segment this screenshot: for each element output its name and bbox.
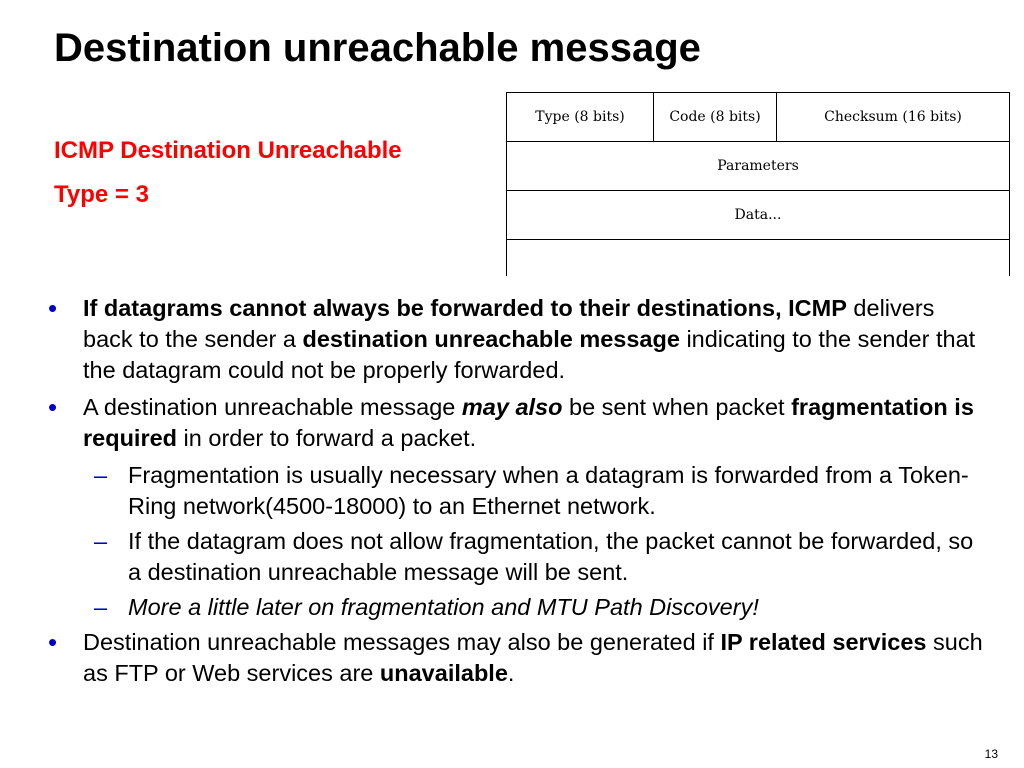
checksum-field: Checksum (16 bits): [777, 93, 1010, 142]
sub-bullet-text: More a little later on fragmentation and MTU Path Discovery!: [128, 594, 759, 620]
bullet-marker: •: [48, 293, 58, 323]
bullet-text: Destination unreachable messages may also be generated if: [83, 629, 721, 655]
sub-bullet-text: If the datagram does not allow fragmentation, the packet cannot be forwarded, so a destination unreachable message will be sent.: [128, 528, 974, 585]
sub-bullet-text: Fragmentation is usually necessary when a datagram is forwarded from a Token-Ring network(4500-18000) to an Ethernet network.: [128, 462, 969, 519]
bullet-text-bold: unavailable: [379, 660, 508, 686]
data-field: Data...: [507, 191, 1010, 240]
parameters-field: Parameters: [507, 142, 1010, 191]
bullet-list: [48, 293, 988, 695]
bullet-text: .: [507, 660, 515, 686]
bullet-text-bold: IP related services: [720, 629, 927, 655]
bullet-text: indicating to the sender that the datagram could not be properly forwarded.: [83, 326, 976, 383]
bullet-marker: •: [48, 627, 58, 657]
bullet-text: such as FTP or Web services are: [83, 629, 983, 686]
bullet-text-bold: fragmentation is required: [83, 394, 974, 451]
dash-marker: –: [94, 462, 108, 488]
sub-bullet-item: [48, 526, 988, 588]
bullet-text-bold: If datagrams cannot always be forwarded to their destinations, ICMP: [83, 295, 847, 321]
sub-bullet-item: [48, 460, 988, 522]
bullet-text-bold: destination unreachable message: [302, 326, 680, 352]
sub-bullet-item: [48, 592, 988, 623]
bullet-text-emphasis: may also: [461, 394, 563, 420]
bullet-marker: •: [48, 392, 58, 422]
icmp-type-heading: ICMP Destination Unreachable: [54, 137, 402, 164]
dash-marker: –: [94, 594, 108, 620]
bullet-text: A destination unreachable message: [83, 394, 462, 420]
type-field: Type (8 bits): [507, 93, 654, 142]
icmp-type-value: Type = 3: [54, 181, 149, 208]
bullet-item: [48, 293, 988, 386]
dash-marker: –: [94, 528, 108, 554]
page-number: 13: [984, 747, 998, 761]
bullet-item: [48, 627, 988, 689]
code-field: Code (8 bits): [654, 93, 777, 142]
bullet-text: be sent when packet: [562, 394, 792, 420]
slide-title: Destination unreachable message: [54, 26, 701, 70]
bullet-item: [48, 392, 988, 454]
empty-field: [507, 240, 1010, 277]
bullet-text: in order to forward a packet.: [177, 425, 477, 451]
bullet-text: delivers back to the sender a: [83, 295, 935, 352]
icmp-header-table: [506, 92, 1010, 276]
